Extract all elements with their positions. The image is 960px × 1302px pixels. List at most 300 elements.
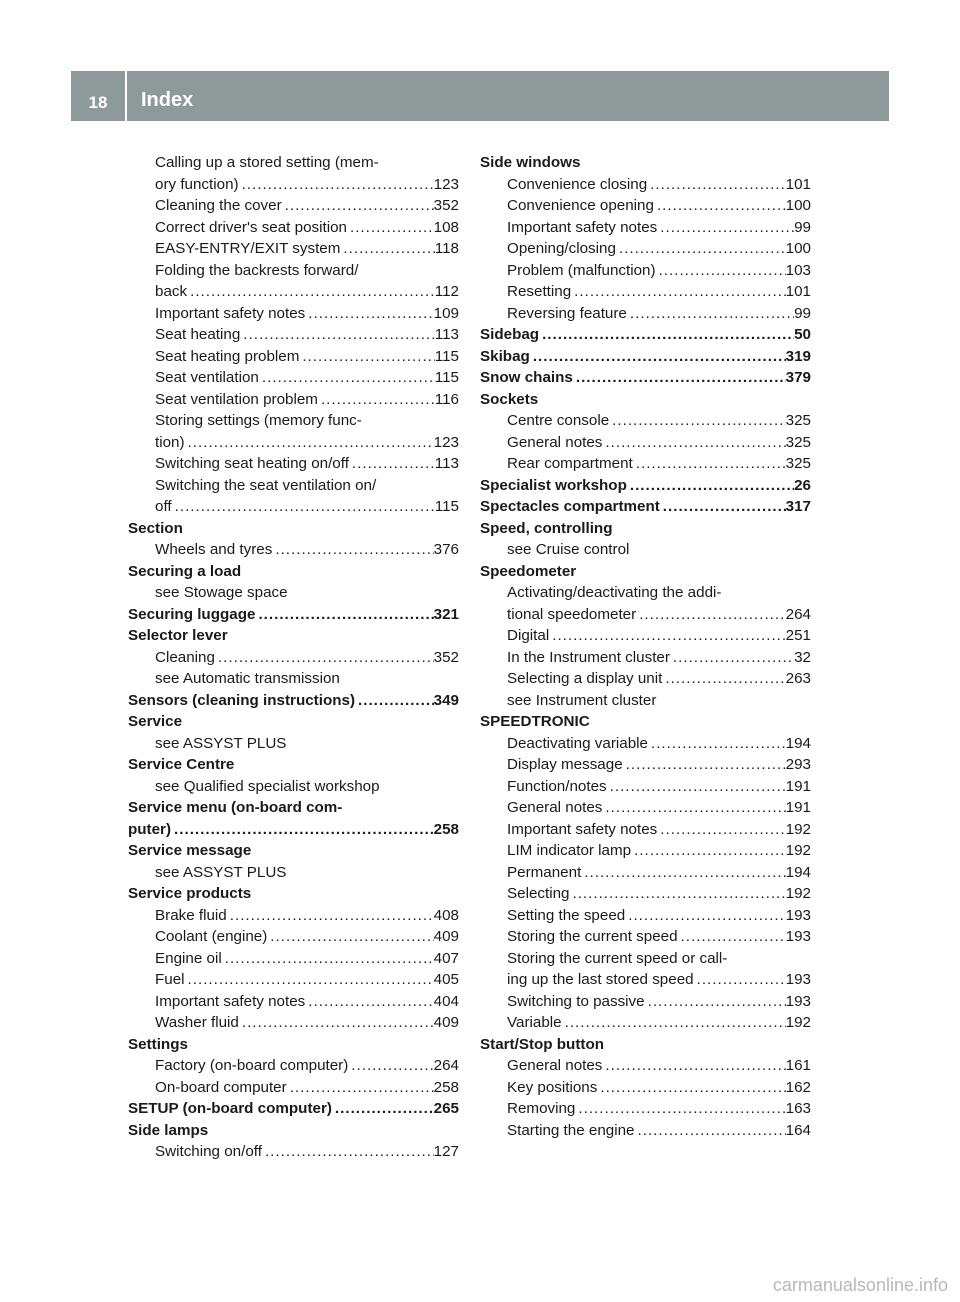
index-line xyxy=(480,238,811,260)
index-subentry xyxy=(128,1077,459,1099)
index-subentry xyxy=(128,1055,459,1077)
index-line xyxy=(480,324,811,346)
page-reference: 164 xyxy=(785,1121,811,1139)
dot-leader xyxy=(347,217,434,239)
index-term: On-board computer xyxy=(155,1078,287,1096)
index-line xyxy=(128,432,459,454)
dot-leader xyxy=(623,754,786,776)
index-term: Cleaning the cover xyxy=(155,197,282,214)
index-subentry xyxy=(128,905,459,927)
page-reference: 100 xyxy=(785,197,811,214)
page-reference: 325 xyxy=(785,412,811,429)
dot-leader xyxy=(660,496,786,518)
index-subentry xyxy=(480,432,811,454)
index-line xyxy=(128,948,459,970)
index-column-left xyxy=(128,152,459,1163)
index-term: Setting the speed xyxy=(507,906,626,924)
index-subentry xyxy=(128,539,459,561)
index-subentry xyxy=(480,260,811,282)
index-term: Permanent xyxy=(507,863,582,881)
index-line xyxy=(128,561,459,583)
index-line xyxy=(128,840,459,862)
index-line xyxy=(128,733,459,755)
page-reference: 258 xyxy=(433,820,459,838)
dot-leader xyxy=(287,1077,434,1099)
index-line xyxy=(480,539,811,561)
index-term: Coolant (engine) xyxy=(155,928,268,945)
index-term: Display message xyxy=(507,756,623,773)
index-term: see Automatic transmission xyxy=(155,670,340,687)
index-subentry xyxy=(128,926,459,948)
index-heading xyxy=(128,604,459,626)
index-term: Securing luggage xyxy=(128,605,256,623)
index-line xyxy=(128,991,459,1013)
index-line xyxy=(480,647,811,669)
page-reference: 163 xyxy=(785,1100,811,1117)
index-line xyxy=(128,625,459,647)
index-line xyxy=(128,496,459,518)
index-line xyxy=(480,1077,811,1099)
dot-leader xyxy=(581,862,785,884)
index-term: Digital xyxy=(507,627,550,644)
page-reference: 192 xyxy=(785,842,811,859)
dot-leader xyxy=(662,668,785,690)
index-heading xyxy=(480,389,811,411)
page-reference: 405 xyxy=(433,971,459,988)
index-term: Sensors (cleaning instructions) xyxy=(128,691,356,709)
index-heading xyxy=(128,711,459,733)
page-reference: 194 xyxy=(785,734,811,752)
index-line xyxy=(128,260,459,282)
page-reference: 379 xyxy=(785,369,811,386)
dot-leader xyxy=(340,238,434,260)
index-subentry xyxy=(480,174,811,196)
page-reference: 319 xyxy=(785,347,811,365)
index-line xyxy=(480,496,811,518)
page-reference: 191 xyxy=(785,799,811,816)
index-term: Centre console xyxy=(507,412,610,429)
index-term: Selecting xyxy=(507,885,570,902)
dot-leader xyxy=(602,1055,785,1077)
dot-leader xyxy=(571,281,785,303)
page-reference: 251 xyxy=(785,627,811,644)
dot-leader xyxy=(657,217,794,239)
page-reference: 352 xyxy=(433,197,459,214)
index-term: Resetting xyxy=(507,283,572,300)
index-line xyxy=(480,840,811,862)
index-line xyxy=(128,303,459,325)
index-line xyxy=(480,1012,811,1034)
index-line xyxy=(480,346,811,368)
index-subentry xyxy=(480,991,811,1013)
index-subentry xyxy=(128,195,459,217)
dot-leader xyxy=(171,819,434,841)
index-line xyxy=(480,991,811,1013)
index-term: see Qualified specialist workshop xyxy=(155,777,380,795)
dot-leader xyxy=(575,1098,785,1120)
index-line xyxy=(128,668,459,690)
index-line xyxy=(480,582,811,604)
index-term: Correct driver's seat position xyxy=(155,218,347,236)
page-reference: 404 xyxy=(433,992,459,1010)
page-reference: 108 xyxy=(433,218,459,236)
index-term: Seat ventilation problem xyxy=(155,390,318,408)
index-line xyxy=(480,905,811,927)
index-subentry xyxy=(480,410,811,432)
dot-leader xyxy=(597,1077,785,1099)
index-line xyxy=(480,195,811,217)
index-term: Activating/deactivating the addi- xyxy=(507,584,722,601)
index-subentry xyxy=(480,539,811,561)
dot-leader xyxy=(609,410,786,432)
dot-leader xyxy=(332,1098,434,1120)
dot-leader xyxy=(259,367,435,389)
page-reference: 409 xyxy=(433,928,459,945)
index-term: Storing the current speed or call- xyxy=(507,949,728,967)
index-line xyxy=(128,195,459,217)
index-heading xyxy=(480,561,811,583)
index-term: Securing a load xyxy=(128,562,242,580)
page-reference: 109 xyxy=(433,304,459,322)
index-term: see Stowage space xyxy=(155,584,288,601)
index-line xyxy=(480,1034,811,1056)
page-reference: 264 xyxy=(785,605,811,623)
index-term: Factory (on-board computer) xyxy=(155,1057,349,1074)
index-term: Seat heating problem xyxy=(155,347,300,365)
index-subentry xyxy=(128,1141,459,1163)
index-term: back xyxy=(155,283,188,300)
index-term: tion) xyxy=(155,433,185,451)
index-line xyxy=(128,410,459,432)
page-reference: 407 xyxy=(433,949,459,967)
index-line xyxy=(128,475,459,497)
index-line xyxy=(128,324,459,346)
index-term: Important safety notes xyxy=(507,218,658,236)
dot-leader xyxy=(602,797,785,819)
index-term: Service Centre xyxy=(128,756,235,773)
page-reference: 193 xyxy=(785,971,811,988)
index-subentry xyxy=(128,260,459,303)
index-line xyxy=(480,862,811,884)
index-term: Storing the current speed xyxy=(507,928,678,945)
page-reference: 193 xyxy=(785,928,811,945)
index-line xyxy=(128,152,459,174)
index-subentry xyxy=(480,303,811,325)
page-reference: 194 xyxy=(785,863,811,881)
index-term: Switching to passive xyxy=(507,992,645,1010)
index-line xyxy=(128,754,459,776)
index-subentry xyxy=(128,303,459,325)
page-reference: 26 xyxy=(794,476,811,494)
dot-leader xyxy=(239,174,434,196)
page-number: 18 xyxy=(71,71,127,121)
index-subentry xyxy=(480,840,811,862)
index-line xyxy=(480,475,811,497)
page-header xyxy=(71,71,889,121)
index-line xyxy=(128,1034,459,1056)
dot-leader xyxy=(255,604,433,626)
dot-leader xyxy=(636,604,785,626)
index-term: ory function) xyxy=(155,175,239,193)
index-term: SETUP (on-board computer) xyxy=(128,1100,332,1117)
dot-leader xyxy=(530,346,786,368)
index-line xyxy=(128,1098,459,1120)
index-term: Service menu (on-board com- xyxy=(128,799,343,816)
dot-leader xyxy=(616,238,786,260)
index-line xyxy=(128,217,459,239)
index-subentry xyxy=(128,367,459,389)
index-line xyxy=(480,453,811,475)
index-line xyxy=(128,1141,459,1163)
index-subentry xyxy=(480,195,811,217)
index-line xyxy=(480,690,811,712)
index-line xyxy=(128,604,459,626)
index-subentry xyxy=(480,883,811,905)
page-reference: 101 xyxy=(785,175,811,193)
dot-leader xyxy=(172,496,435,518)
index-line xyxy=(480,1098,811,1120)
index-subentry xyxy=(480,776,811,798)
index-heading xyxy=(480,475,811,497)
page-reference: 118 xyxy=(434,240,459,257)
index-term: Sockets xyxy=(480,390,539,408)
index-subentry xyxy=(128,410,459,453)
index-line xyxy=(480,711,811,733)
page-reference: 192 xyxy=(785,1014,811,1031)
index-subentry xyxy=(480,1098,811,1120)
dot-leader xyxy=(602,432,785,454)
index-term: Seat heating xyxy=(155,326,241,343)
index-heading xyxy=(480,711,811,733)
index-line xyxy=(128,690,459,712)
index-subentry xyxy=(480,453,811,475)
index-line xyxy=(480,776,811,798)
index-term: Spectacles compartment xyxy=(480,498,660,515)
dot-leader xyxy=(694,969,786,991)
index-line xyxy=(480,561,811,583)
dot-leader xyxy=(215,647,434,669)
index-term: Switching on/off xyxy=(155,1143,262,1160)
page-reference: 162 xyxy=(785,1078,811,1096)
index-subentry xyxy=(480,647,811,669)
dot-leader xyxy=(240,324,434,346)
dot-leader xyxy=(549,625,785,647)
index-subentry xyxy=(480,733,811,755)
index-heading xyxy=(128,754,459,776)
index-subentry xyxy=(128,668,459,690)
index-term: Convenience opening xyxy=(507,197,654,214)
index-term: Switching the seat ventilation on/ xyxy=(155,476,377,494)
dot-leader xyxy=(627,303,794,325)
index-term: Problem (malfunction) xyxy=(507,261,656,279)
index-term: Washer fluid xyxy=(155,1014,239,1031)
index-subentry xyxy=(128,776,459,798)
index-heading xyxy=(128,690,459,712)
index-line xyxy=(480,969,811,991)
index-subentry xyxy=(128,862,459,884)
index-line xyxy=(128,905,459,927)
index-heading xyxy=(128,561,459,583)
dot-leader xyxy=(607,776,786,798)
dot-leader xyxy=(573,367,786,389)
index-term: Side windows xyxy=(480,154,581,171)
index-heading xyxy=(128,1120,459,1142)
page-reference: 116 xyxy=(434,390,459,408)
dot-leader xyxy=(635,1120,786,1142)
page-reference: 409 xyxy=(433,1014,459,1031)
index-subentry xyxy=(480,1055,811,1077)
dot-leader xyxy=(187,281,435,303)
page-reference: 113 xyxy=(434,326,459,343)
dot-leader xyxy=(645,991,786,1013)
index-term: Service products xyxy=(128,885,252,902)
index-term: tional speedometer xyxy=(507,605,637,623)
index-heading xyxy=(480,152,811,174)
index-line xyxy=(480,432,811,454)
index-term: Key positions xyxy=(507,1078,598,1096)
index-term: see Cruise control xyxy=(507,541,630,558)
index-line xyxy=(128,926,459,948)
index-heading xyxy=(480,496,811,518)
index-line xyxy=(128,862,459,884)
dot-leader xyxy=(267,926,433,948)
page-reference: 258 xyxy=(433,1078,459,1096)
index-subentry xyxy=(128,453,459,475)
dot-leader xyxy=(647,174,786,196)
index-line xyxy=(128,389,459,411)
index-line xyxy=(128,797,459,819)
index-term: Important safety notes xyxy=(155,992,306,1010)
page-reference: 325 xyxy=(785,455,811,472)
index-heading xyxy=(128,840,459,862)
index-subentry xyxy=(128,152,459,195)
page-reference: 293 xyxy=(785,756,811,773)
page-reference: 265 xyxy=(433,1100,459,1117)
watermark: carmanualsonline.info xyxy=(772,1275,948,1295)
page-reference: 161 xyxy=(785,1057,811,1074)
index-line xyxy=(128,819,459,841)
index-line xyxy=(128,1120,459,1142)
index-subentry xyxy=(480,926,811,948)
index-line xyxy=(128,1077,459,1099)
index-term: Settings xyxy=(128,1035,188,1053)
dot-leader xyxy=(670,647,794,669)
index-line xyxy=(128,711,459,733)
index-line xyxy=(480,518,811,540)
index-term: Seat ventilation xyxy=(155,369,259,386)
page-reference: 376 xyxy=(433,541,459,558)
index-term: Engine oil xyxy=(155,949,222,967)
index-term: Switching seat heating on/off xyxy=(155,455,349,472)
dot-leader xyxy=(222,948,434,970)
index-subentry xyxy=(480,1120,811,1142)
index-term: General notes xyxy=(507,799,603,816)
index-subentry xyxy=(128,733,459,755)
page-reference: 123 xyxy=(433,175,459,193)
page-reference: 317 xyxy=(785,498,811,515)
index-line xyxy=(480,217,811,239)
dot-leader xyxy=(656,260,786,282)
index-subentry xyxy=(128,969,459,991)
dot-leader xyxy=(631,840,786,862)
page-reference: 264 xyxy=(433,1057,459,1074)
index-line xyxy=(128,346,459,368)
index-heading xyxy=(480,346,811,368)
index-term: Side lamps xyxy=(128,1121,209,1139)
page-reference: 99 xyxy=(794,218,811,236)
index-heading xyxy=(128,883,459,905)
index-term: see Instrument cluster xyxy=(507,691,657,709)
index-term: Specialist workshop xyxy=(480,476,627,494)
index-subentry xyxy=(480,905,811,927)
index-subentry xyxy=(128,991,459,1013)
index-subentry xyxy=(480,281,811,303)
index-line xyxy=(480,1120,811,1142)
index-line xyxy=(480,819,811,841)
index-term: General notes xyxy=(507,433,603,451)
page-reference: 113 xyxy=(434,455,459,472)
page-reference: 123 xyxy=(433,433,459,451)
index-term: Opening/closing xyxy=(507,240,616,257)
index-term: Fuel xyxy=(155,971,185,988)
page-reference: 101 xyxy=(785,283,811,300)
dot-leader xyxy=(262,1141,434,1163)
index-term: Section xyxy=(128,519,183,537)
dot-leader xyxy=(648,733,786,755)
index-term: Start/Stop button xyxy=(480,1035,605,1053)
index-heading xyxy=(128,797,459,840)
index-term: Brake fluid xyxy=(155,906,227,924)
dot-leader xyxy=(539,324,794,346)
index-column-right xyxy=(480,152,811,1141)
index-term: Sidebag xyxy=(480,326,540,343)
index-line xyxy=(128,883,459,905)
index-term: Starting the engine xyxy=(507,1121,635,1139)
index-heading xyxy=(128,518,459,540)
index-subentry xyxy=(128,475,459,518)
index-term: Important safety notes xyxy=(155,304,306,322)
index-line xyxy=(128,582,459,604)
index-line xyxy=(128,647,459,669)
index-line xyxy=(480,1055,811,1077)
index-term: Speed, controlling xyxy=(480,519,613,537)
index-term: puter) xyxy=(128,820,172,838)
index-term: Selecting a display unit xyxy=(507,670,663,687)
dot-leader xyxy=(185,969,434,991)
dot-leader xyxy=(227,905,434,927)
index-term: LIM indicator lamp xyxy=(507,842,632,859)
dot-leader xyxy=(678,926,786,948)
index-term: Rear compartment xyxy=(507,455,633,472)
page-reference: 352 xyxy=(433,648,459,666)
index-line xyxy=(480,754,811,776)
dot-leader xyxy=(305,303,433,325)
index-line xyxy=(480,389,811,411)
dot-leader xyxy=(633,453,786,475)
index-heading xyxy=(480,367,811,389)
index-term: Snow chains xyxy=(480,369,573,386)
page-reference: 349 xyxy=(433,691,459,709)
index-subentry xyxy=(128,238,459,260)
index-line xyxy=(480,604,811,626)
page-reference: 193 xyxy=(785,906,811,924)
index-line xyxy=(480,260,811,282)
dot-leader xyxy=(318,389,435,411)
index-term: General notes xyxy=(507,1057,603,1074)
index-heading xyxy=(480,324,811,346)
index-line xyxy=(128,174,459,196)
index-subentry xyxy=(480,754,811,776)
